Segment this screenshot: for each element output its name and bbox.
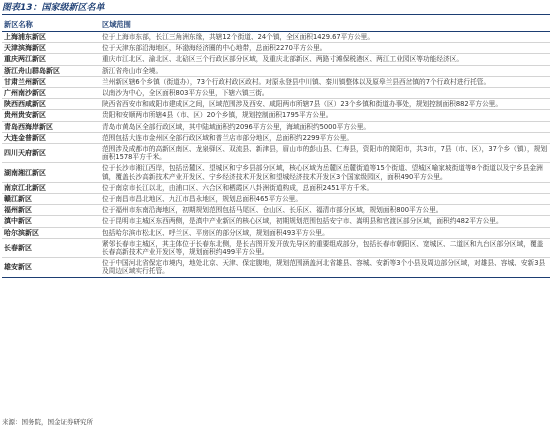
row-name: 大连金普新区 bbox=[2, 132, 100, 143]
new-areas-table bbox=[2, 17, 550, 278]
table-row bbox=[2, 132, 550, 143]
row-name: 哈尔滨新区 bbox=[2, 227, 100, 238]
table-header-row bbox=[2, 17, 550, 32]
table-row bbox=[2, 182, 550, 193]
row-name: 天津滨海新区 bbox=[2, 43, 100, 54]
row-name: 赣江新区 bbox=[2, 194, 100, 205]
table-row bbox=[2, 258, 550, 277]
row-scope: 位于天津东部沿海地区，环渤海经济圈的中心地带，总面积2270平方公里。 bbox=[100, 43, 550, 54]
row-scope: 位于上海市东部，长江三角洲东缘，共辖12个街道、24个镇，全区面积1429.67平方公里。 bbox=[100, 32, 550, 43]
table-row bbox=[2, 163, 550, 182]
row-name: 福州新区 bbox=[2, 205, 100, 216]
row-scope: 位于南京市长江以北，由浦口区、六合区和栖霞区八卦洲街道构成，总面积2451平方千米。 bbox=[100, 182, 550, 193]
row-scope: 位于福州市东南沿海地区，初期规划范围包括马尾区、仓山区、长乐区、福清市部分区域，规划面积800平方公里。 bbox=[100, 205, 550, 216]
table-row bbox=[2, 205, 550, 216]
row-scope: 位于昆明市主城区东西两侧，是滇中产业新区的核心区域，初期规划范围包括安宁市、嵩明县和官渡区部分区域，面积约482平方公里。 bbox=[100, 216, 550, 227]
row-name: 湖南湘江新区 bbox=[2, 163, 100, 182]
table-row bbox=[2, 110, 550, 121]
row-scope: 重庆市江北区、渝北区、北碚区三个行政区部分区域，及重庆北部新区、两路寸滩保税港区、两江工业园区等功能经济区。 bbox=[100, 54, 550, 65]
row-name: 广州南沙新区 bbox=[2, 88, 100, 99]
table-row bbox=[2, 54, 550, 65]
table-row bbox=[2, 88, 550, 99]
table-row bbox=[2, 32, 550, 43]
row-name: 南京江北新区 bbox=[2, 182, 100, 193]
row-scope: 青岛市黄岛区全部行政区域，其中陆域面积约2096平方公里，海域面积约5000平方公里。 bbox=[100, 121, 550, 132]
table-row bbox=[2, 99, 550, 110]
row-scope: 范围包括大连市金州区全部行政区域和普兰店市部分地区，总面积约2299平方公里。 bbox=[100, 132, 550, 143]
header-name: 新区名称 bbox=[2, 17, 100, 32]
row-name: 上海浦东新区 bbox=[2, 32, 100, 43]
figure-title: 图表13：国家级新区名单 bbox=[2, 2, 550, 15]
row-scope: 范围涉及成都市的高新区南区、龙泉驿区、双流县、新津县，眉山市的彭山县、仁寿县，资阳市的简阳市，共3市，7县（市、区），37个乡（镇），规划面积1578平方千米。 bbox=[100, 144, 550, 163]
table-row bbox=[2, 194, 550, 205]
row-scope: 位于中国河北省保定市境内，地处北京、天津、保定腹地，规划范围涵盖河北省雄县、容城、安新等3个小县及周边部分区域，对雄县、容城、安新3县及周边区域实行托管。 bbox=[100, 258, 550, 277]
table-row bbox=[2, 238, 550, 257]
row-name: 四川天府新区 bbox=[2, 144, 100, 163]
table-row bbox=[2, 65, 550, 76]
table-row bbox=[2, 227, 550, 238]
table-row bbox=[2, 216, 550, 227]
row-name: 甘肃兰州新区 bbox=[2, 76, 100, 87]
table-row bbox=[2, 43, 550, 54]
row-scope: 包括哈尔滨市松北区、呼兰区、平房区的部分区域，规划面积493平方公里。 bbox=[100, 227, 550, 238]
row-name: 滇中新区 bbox=[2, 216, 100, 227]
row-name: 重庆两江新区 bbox=[2, 54, 100, 65]
source-note: 来源：国务院，国金证券研究所 bbox=[2, 418, 93, 426]
row-scope: 位于长沙市湘江西岸，包括岳麓区、望城区和宁乡县部分区域，核心区域为岳麓区岳麓街道等15个街道、望城区喻家坡街道等8个街道以及宁乡县金洲镇，覆盖长沙高新技术产业开发区、宁乡经济技术开发区和望城经济技术开发区3个国家级园区，面积490平方公里。 bbox=[100, 163, 550, 182]
row-scope: 紧邻长春市主城区，其主体位于长春东北侧，是长吉图开发开放先导区的重要组成部分，包括长春市朝阳区、宽城区、二道区和九台区部分区域，覆盖长春高新技术产业开发区等，规划面积约499平方公里。 bbox=[100, 238, 550, 257]
row-name: 长春新区 bbox=[2, 238, 100, 257]
row-scope: 位于南昌市昌北地区、九江市昌永地区，规划总面积465平方公里。 bbox=[100, 194, 550, 205]
header-scope: 区域范围 bbox=[100, 17, 550, 32]
table-row bbox=[2, 144, 550, 163]
row-scope: 兰州新区辖6个乡镇（街道办），73个行政村政区政村。对原永登县中川镇、秦川镇整体以及原皋兰县西岔镇的7个行政村进行托管。 bbox=[100, 76, 550, 87]
row-scope: 以南沙为中心，全区面积803平方公里，下辖六镇三街。 bbox=[100, 88, 550, 99]
row-name: 贵州贵安新区 bbox=[2, 110, 100, 121]
row-scope: 浙江省舟山市全境。 bbox=[100, 65, 550, 76]
row-name: 浙江舟山群岛新区 bbox=[2, 65, 100, 76]
row-name: 青岛西海岸新区 bbox=[2, 121, 100, 132]
row-scope: 陕西省西安市和咸阳市建成区之间，区域范围涉及西安、咸阳两市所辖7县（区）23个乡镇和街道办事处，规划控制面积882平方公里。 bbox=[100, 99, 550, 110]
row-name: 雄安新区 bbox=[2, 258, 100, 277]
table-row bbox=[2, 76, 550, 87]
row-name: 陕西西咸新区 bbox=[2, 99, 100, 110]
row-scope: 贵阳和安顺两市所辖4县（市、区）20个乡镇，规划控制面积1795平方公里。 bbox=[100, 110, 550, 121]
table-row bbox=[2, 121, 550, 132]
